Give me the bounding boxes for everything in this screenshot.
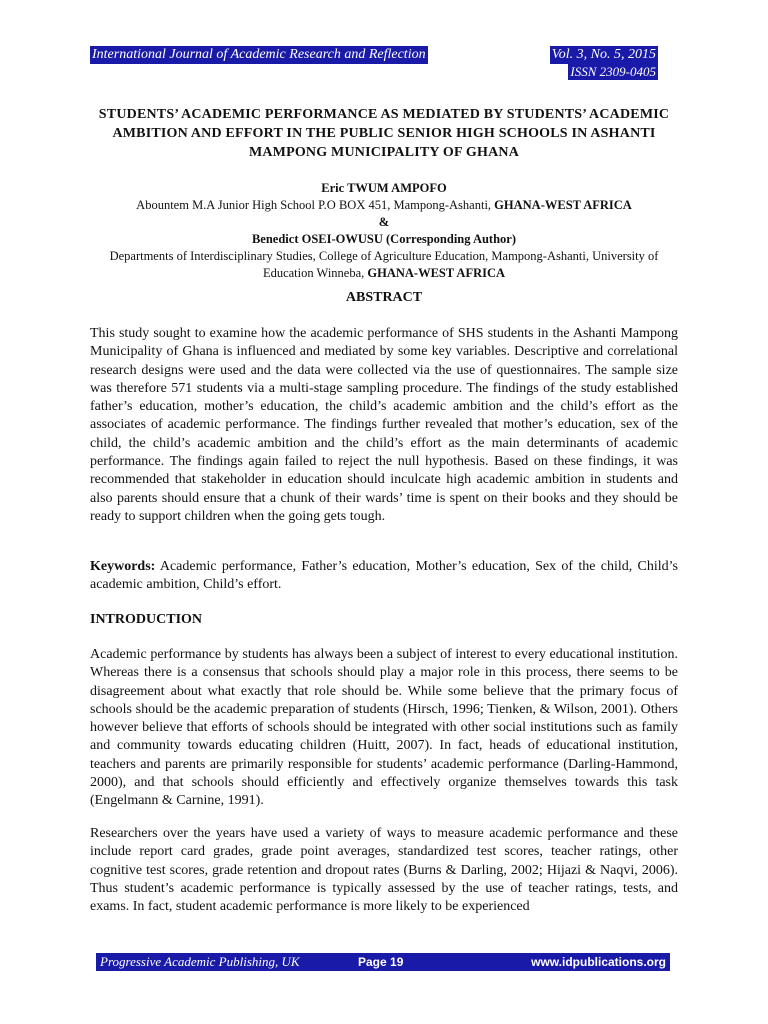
keywords xyxy=(90,558,678,595)
author1-affiliation-line xyxy=(90,197,678,214)
abstract-heading: ABSTRACT xyxy=(345,290,423,305)
author2-affiliation-line xyxy=(90,248,678,282)
journal-name: International Journal of Academic Research and Reflection xyxy=(92,47,426,62)
introduction-paragraph-2: Researchers over the years have used a variety of ways to measure academic performance and these include report card grades, grade point averages, standardized test scores, teacher ratings, other cognitive test scores, grade retention and dropout rates (Burns & Darling, 2002; Hijazi & Naqvi, 2006). Thus student’s academic performance is typically assessed by the use of teacher ratings, tests, and exams. In fact, student academic performance is more likely to be experienced xyxy=(90,826,678,915)
footer-url-link[interactable]: www.idpublications.org xyxy=(531,955,666,969)
keywords-text: Academic performance, Father’s education, Mother’s education, Sex of the child, Child’s academic ambition, Child’s effort. xyxy=(90,559,678,593)
author-block xyxy=(90,180,678,282)
footer-band xyxy=(96,953,670,971)
author2-country: GHANA-WEST AFRICA xyxy=(367,266,506,280)
author2-name: Benedict OSEI-OWUSU (Corresponding Author) xyxy=(251,232,517,246)
introduction-heading: INTRODUCTION xyxy=(90,612,203,627)
abstract-text: This study sought to examine how the academic performance of SHS students in the Ashanti Mampong Municipality of Ghana is influenced and mediated by some key variables. Descriptive and correlational research designs were used and the data were collected via the use of questionnaires. The sample size was therefore 571 students via a multi-stage sampling procedure. The findings of the study established father’s education, mother’s education, the child’s academic ambition and the child’s effort as the associates of academic performance. The findings further revealed that mother’s education, sex of the child, the child’s academic ambition and the child’s effort as the main determinants of academic performance. The findings again failed to reject the null hypothesis. Based on these findings, it was recommended that stakeholder in education should inculcate high academic ambition in students and also parents should ensure that a chunk of their wards’ time is spent on their books and they should be ready to support children when the going gets tough. xyxy=(90,326,678,524)
author2-affiliation: Departments of Interdisciplinary Studies, College of Agriculture Education, Mampong-Ashanti, University of Education Winneba, xyxy=(109,249,659,280)
paper-title: STUDENTS’ ACADEMIC PERFORMANCE AS MEDIATED BY STUDENTS’ ACADEMIC AMBITION AND EFFORT IN THE PUBLIC SENIOR HIGH SCHOOLS IN ASHANTI MAMPONG MUNICIPALITY OF GHANA xyxy=(98,107,670,160)
volume-info: Vol. 3, No. 5, 2015 xyxy=(551,47,656,62)
introduction-paragraph-1: Academic performance by students has always been a subject of interest to every educational institution. Whereas there is a consensus that schools should play a major role in this process, there seems to be disagreement about what exactly that role should be. While some believe that the primary focus of schools should be the academic preparation of students (Hirsch, 1996; Tienken, & Wilson, 2001). Others however believe that efforts of schools should be integrated with other social institutions such as family and community towards educating children (Huitt, 2007). In fact, heads of educational institution, teachers and parents are primarily responsible for students’ academic performance (Darling-Hammond, 2000), and that schools should efficiently and effectively organize themselves towards this task (Engelmann & Carnine, 1991). xyxy=(90,647,678,809)
issn: ISSN 2309-0405 xyxy=(570,64,656,79)
author1-affiliation: Abountem M.A Junior High School P.O BOX 451, Mampong-Ashanti, xyxy=(136,198,495,212)
page-number: Page 19 xyxy=(358,955,404,969)
author-separator: & xyxy=(378,215,390,229)
keywords-label: Keywords: xyxy=(90,559,156,574)
footer-publisher: Progressive Academic Publishing, UK xyxy=(100,954,300,969)
author1-country: GHANA-WEST AFRICA xyxy=(494,198,632,212)
author1-name: Eric TWUM AMPOFO xyxy=(321,181,447,195)
